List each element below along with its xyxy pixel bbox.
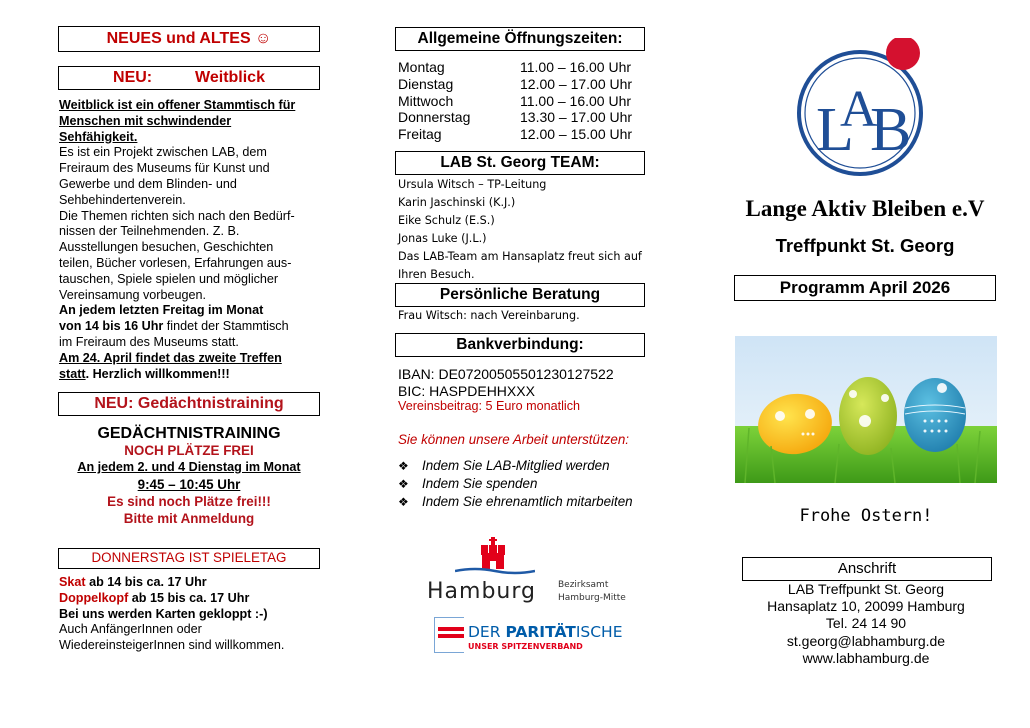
- doppelkopf-line: [59, 591, 321, 607]
- program-header-label: Programm April 2026: [779, 278, 951, 297]
- welcome-line-2: WiedereinsteigerInnen sind willkommen.: [59, 638, 285, 653]
- address-line: Hansaplatz 10, 20099 Hamburg: [767, 598, 965, 615]
- hours-day: Donnerstag: [398, 109, 471, 126]
- hours-time: 11.00 – 16.00 Uhr: [520, 59, 632, 75]
- paritaet-der: DER: [468, 623, 506, 641]
- org-name: Lange Aktiv Bleiben e.V: [745, 196, 985, 221]
- logo-red-dot-icon: [886, 38, 920, 70]
- support-item-label: Indem Sie spenden: [422, 476, 538, 491]
- weitblick-next-meeting-statt: statt: [59, 366, 86, 381]
- gedaechtnis-section: [58, 424, 320, 527]
- address-header: [742, 557, 992, 581]
- team-member: Ursula Witsch – TP-Leitung: [398, 178, 547, 191]
- address-line: LAB Treffpunkt St. Georg: [787, 581, 945, 597]
- skat-label: Skat: [59, 575, 86, 589]
- team-member: Karin Jaschinski (K.J.): [398, 196, 516, 209]
- easter-eggs-image: [735, 336, 997, 483]
- hours-time: 12.00 – 17.00 Uhr: [520, 75, 633, 92]
- weitblick-title: Weitblick: [195, 69, 265, 86]
- paritaet-bold: PARITÄT: [505, 623, 576, 641]
- hours-time: 12.00 – 15.00 Uhr: [520, 126, 633, 143]
- weitblick-welcome: . Herzlich willkommen!!!: [85, 366, 230, 381]
- membership-fee: Vereinsbeitrag: 5 Euro monatlich: [398, 399, 581, 413]
- easter-eggs-icon: [735, 336, 997, 483]
- program-header: [734, 275, 996, 301]
- weitblick-schedule-time: von 14 bis 16 Uhr: [59, 319, 164, 334]
- gedaechtnis-schedule: An jedem 2. und 4 Dienstag im Monat: [77, 460, 301, 474]
- neues-und-altes-header: [58, 26, 320, 52]
- weitblick-body-line: nissen der Teilnehmenden. Z. B.: [59, 224, 240, 239]
- address-block: [730, 581, 1002, 667]
- gedaechtnis-free-spots: NOCH PLÄTZE FREI: [124, 443, 254, 458]
- team-list: [398, 176, 668, 284]
- team-note: Ihren Besuch.: [398, 268, 475, 281]
- hours-header-label: Allgemeine Öffnungszeiten:: [417, 30, 623, 47]
- svg-text:B: B: [870, 96, 912, 164]
- paritaet-bar-icon: [438, 634, 464, 638]
- hours-row: [398, 93, 632, 110]
- gedaechtnis-header-label: NEU: Gedächtnistraining: [94, 395, 284, 412]
- weitblick-body-line: tauschen, Spiele spielen und möglicher: [59, 271, 279, 286]
- website-link[interactable]: www.labhamburg.de: [802, 649, 930, 666]
- team-member: Jonas Luke (J.L.): [398, 232, 487, 245]
- hours-day: Dienstag: [398, 75, 454, 92]
- gedaechtnis-time: 9:45 – 10:45 Uhr: [137, 477, 241, 492]
- paritaet-rest: ISCHE: [575, 623, 623, 641]
- bic: BIC: HASPDEHHXXX: [398, 382, 535, 399]
- cards-line: Bei uns werden Karten gekloppt :-): [59, 606, 268, 621]
- weitblick-prefix: NEU:: [113, 69, 153, 86]
- doppelkopf-time: ab 15 bis ca. 17 Uhr: [128, 590, 250, 605]
- support-item-label: Indem Sie LAB-Mitglied werden: [422, 458, 610, 473]
- team-header: [395, 151, 645, 175]
- weitblick-body-line: teilen, Bücher vorlesen, Erfahrungen aus-: [59, 255, 292, 270]
- spieletag-header: [58, 548, 320, 569]
- support-item: [398, 475, 633, 493]
- bank-header: [395, 333, 645, 357]
- weitblick-body-line: Vereinsamung vorbeugen.: [59, 287, 207, 302]
- email-link[interactable]: st.georg@labhamburg.de: [786, 632, 946, 649]
- doppelkopf-label: Doppelkopf: [59, 590, 129, 605]
- paritaet-bar-icon: [438, 627, 464, 631]
- welcome-line-1: Auch AnfängerInnen oder: [59, 622, 202, 637]
- iban: IBAN: DE07200505501230127522: [398, 366, 614, 382]
- support-list: [398, 457, 633, 511]
- easter-greeting: Frohe Ostern!: [799, 506, 933, 526]
- weitblick-intro-3: Sehfähigkeit.: [59, 129, 138, 144]
- lab-logo: [790, 38, 930, 178]
- neues-und-altes-label: NEUES und ALTES ☺: [106, 30, 272, 47]
- gedaechtnis-title: GEDÄCHTNISTRAINING: [97, 425, 281, 442]
- hours-row: [398, 126, 632, 143]
- hours-day: Freitag: [398, 126, 442, 143]
- weitblick-intro-1: Weitblick ist ein offener Stammtisch für: [59, 98, 296, 112]
- hamburg-district: [558, 579, 626, 605]
- beratung-header-label: Persönliche Beratung: [439, 286, 601, 303]
- support-item-label: Indem Sie ehrenamtlich mitarbeiten: [422, 494, 633, 509]
- bank-header-label: Bankverbindung:: [456, 336, 584, 353]
- location-name: Treffpunkt St. Georg: [775, 235, 955, 256]
- weitblick-header: [58, 66, 320, 90]
- weitblick-schedule-rest: findet der Stammtisch: [163, 319, 289, 334]
- hamburg-wordmark: Hamburg: [427, 579, 536, 604]
- hamburg-logo: [425, 535, 640, 610]
- weitblick-next-meeting-2: [59, 367, 321, 383]
- bank-details: [398, 366, 614, 414]
- gedaechtnis-registration: Bitte mit Anmeldung: [123, 511, 255, 526]
- hours-time: 13.30 – 17.00 Uhr: [520, 109, 633, 126]
- beratung-header: [395, 283, 645, 307]
- paritaet-tagline: UNSER SPITZENVERBAND: [468, 642, 583, 651]
- weitblick-section: [59, 98, 321, 382]
- support-item: [398, 493, 633, 511]
- spieletag-section: [59, 575, 321, 654]
- gedaechtnis-header: [58, 392, 320, 416]
- weitblick-body-line: Freiraum des Museums für Kunst und: [59, 161, 270, 176]
- weitblick-body-line: Ausstellungen besuchen, Geschichten: [59, 240, 274, 255]
- district-line-2: Hamburg-Mitte: [558, 593, 626, 603]
- beratung-text: Frau Witsch: nach Vereinbarung.: [398, 309, 580, 322]
- skat-time: ab 14 bis ca. 17 Uhr: [85, 575, 207, 589]
- weitblick-schedule-3: im Freiraum des Museums statt.: [59, 334, 239, 349]
- district-line-1: Bezirksamt: [558, 580, 609, 590]
- paritaetische-logo: [434, 617, 634, 657]
- weitblick-body-line: Gewerbe und dem Blinden- und: [59, 176, 237, 191]
- paritaet-name: [468, 623, 623, 641]
- weitblick-body-line: Es ist ein Projekt zwischen LAB, dem: [59, 145, 267, 160]
- diamond-bullet-icon: ❖: [398, 459, 409, 473]
- hours-row: [398, 59, 632, 76]
- support-heading: Sie können unsere Arbeit unterstützen:: [398, 432, 630, 447]
- weitblick-intro-2: Menschen mit schwindender: [59, 113, 232, 128]
- hamburg-castle-icon: [455, 535, 535, 575]
- gedaechtnis-free-spots-2: Es sind noch Plätze frei!!!: [107, 494, 271, 509]
- diamond-bullet-icon: ❖: [398, 477, 409, 491]
- opening-hours-table: [398, 59, 632, 143]
- weitblick-next-meeting-1: Am 24. April findet das zweite Treffen: [59, 350, 282, 365]
- phone: Tel. 24 14 90: [825, 615, 907, 632]
- hours-day: Mittwoch: [398, 92, 454, 109]
- weitblick-body-line: Sehbehindertenverein.: [59, 192, 186, 207]
- spieletag-header-label: DONNERSTAG IST SPIELETAG: [91, 550, 287, 565]
- weitblick-body-line: Die Themen richten sich nach den Bedürf-: [59, 208, 295, 223]
- hours-header: [395, 27, 645, 51]
- team-member: Eike Schulz (E.S.): [398, 214, 495, 227]
- hours-row: [398, 76, 632, 93]
- svg-text:L: L: [816, 96, 854, 164]
- skat-line: [59, 575, 321, 591]
- team-note: Das LAB-Team am Hansaplatz freut sich auf: [398, 250, 642, 263]
- hours-time: 11.00 – 16.00 Uhr: [520, 92, 632, 109]
- team-header-label: LAB St. Georg TEAM:: [440, 154, 600, 171]
- weitblick-schedule-2: [59, 319, 321, 335]
- weitblick-schedule-1: An jedem letzten Freitag im Monat: [59, 303, 264, 318]
- diamond-bullet-icon: ❖: [398, 495, 409, 509]
- support-item: [398, 457, 633, 475]
- hours-day: Montag: [398, 59, 445, 75]
- hours-row: [398, 109, 632, 126]
- address-header-label: Anschrift: [837, 560, 897, 577]
- svg-text:A: A: [840, 81, 878, 138]
